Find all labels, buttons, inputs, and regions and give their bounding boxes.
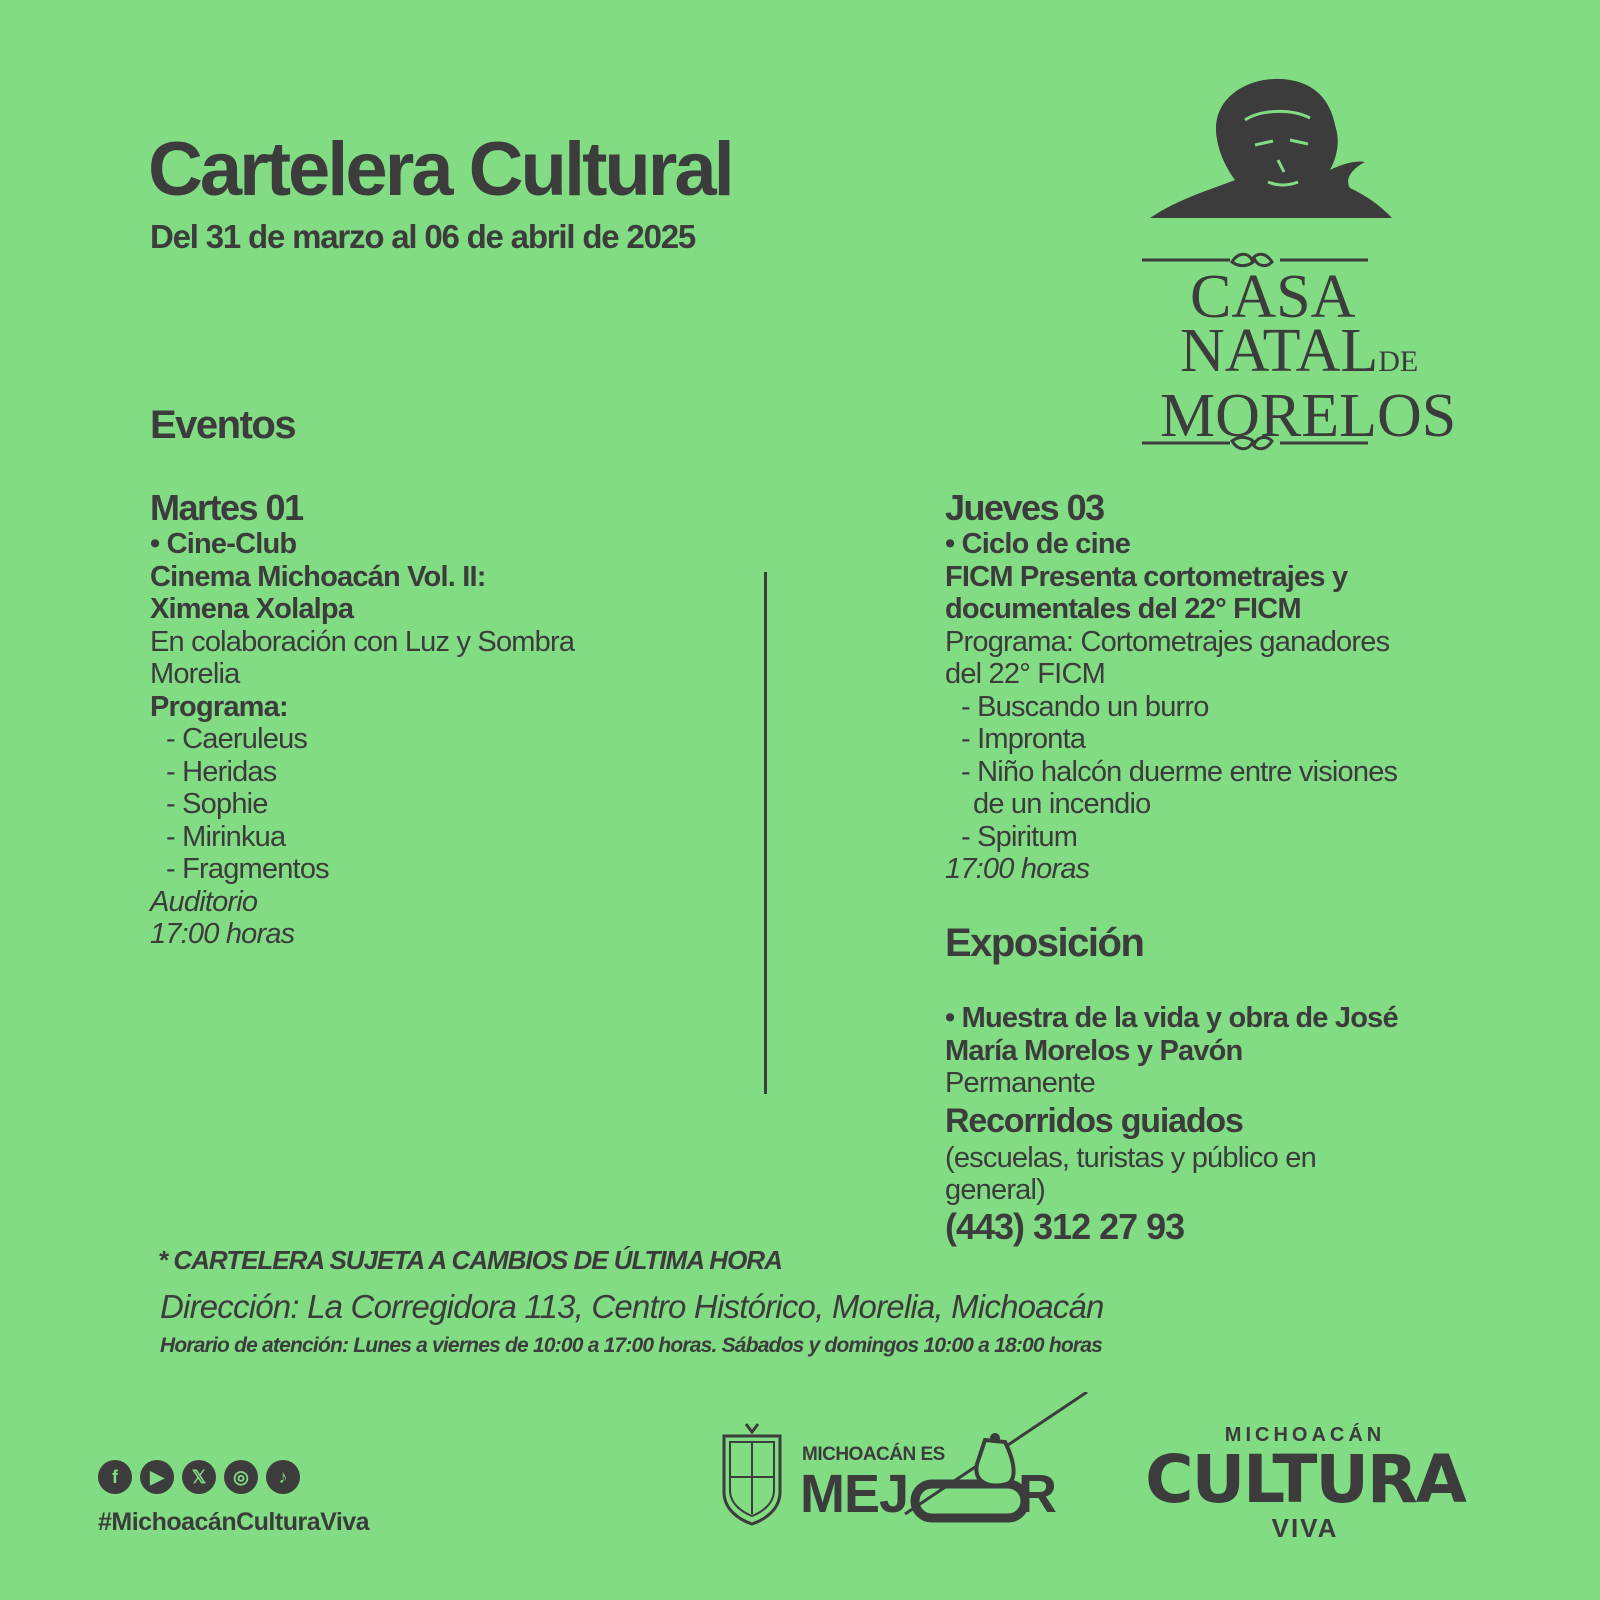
logo-line-casa: CASA xyxy=(1190,263,1356,331)
exhibition-title-line: María Morelos y Pavón xyxy=(945,1034,1243,1067)
gov-logo-small-text: MICHOACÁN ES xyxy=(802,1444,945,1465)
event-title-line: documentales del 22° FICM xyxy=(945,593,1301,625)
program-line: del 22° FICM xyxy=(945,658,1105,690)
event-title-line: FICM Presenta cortometrajes y xyxy=(945,560,1348,593)
morelos-portrait-icon xyxy=(1140,70,1400,230)
logo-line-morelos: MORELOS xyxy=(1160,382,1457,450)
exposicion-heading: Exposición xyxy=(945,921,1144,965)
tours-desc-line: (escuelas, turistas y público en xyxy=(945,1141,1316,1174)
cultura-main-text: CULTURA xyxy=(1145,1441,1465,1518)
program-line: Programa: Cortometrajes ganadores xyxy=(945,625,1390,658)
gov-logo-big-text: MEJ xyxy=(800,1464,909,1524)
event-collab-line: En colaboración con Luz y Sombra xyxy=(150,625,575,658)
tiktok-icon[interactable]: ♪ xyxy=(266,1460,300,1494)
phone-number: (443) 312 27 93 xyxy=(945,1205,1185,1247)
film-item: - Impronta xyxy=(961,723,1086,755)
tours-heading: Recorridos guiados xyxy=(945,1101,1243,1140)
film-item: - Buscando un burro xyxy=(961,690,1209,723)
event-collab-line: Morelia xyxy=(150,658,240,690)
youtube-icon[interactable]: ▶ xyxy=(140,1460,174,1494)
logo-line-natal: NATAL xyxy=(1180,317,1379,385)
logo-line-de: DE xyxy=(1378,345,1419,378)
event-time: 17:00 horas xyxy=(945,853,1090,885)
instagram-icon[interactable]: ◎ xyxy=(224,1460,258,1494)
film-item: - Niño halcón duerme entre visiones xyxy=(961,755,1398,788)
address: Dirección: La Corregidora 113, Centro Histórico, Morelia, Michoacán xyxy=(160,1288,1104,1325)
column-divider xyxy=(764,572,767,1094)
event-day: Jueves 03 xyxy=(945,487,1104,528)
hashtag: #MichoacánCulturaViva xyxy=(98,1508,370,1536)
program-item: - Heridas xyxy=(166,755,277,788)
eventos-heading: Eventos xyxy=(150,403,296,447)
program-item: - Caeruleus xyxy=(166,723,308,755)
cultura-bottom-text: VIVA xyxy=(1271,1513,1339,1543)
program-item: - Fragmentos xyxy=(166,853,329,885)
event-title-line: Cinema Michoacán Vol. II: xyxy=(150,560,486,593)
event-time: 17:00 horas xyxy=(150,918,295,950)
exhibition-status: Permanente xyxy=(945,1067,1095,1099)
program-label: Programa: xyxy=(150,690,288,723)
event-category: • Ciclo de cine xyxy=(945,528,1131,560)
casa-natal-logo xyxy=(1140,70,1457,460)
social-links xyxy=(98,1460,300,1494)
ornament-bottom-icon xyxy=(1140,435,1370,455)
michoacan-es-mejor-logo xyxy=(720,1392,1100,1532)
event-jueves xyxy=(945,488,1397,886)
disclaimer-note: * CARTELERA SUJETA A CAMBIOS DE ÚLTIMA HORA xyxy=(158,1245,782,1275)
x-icon[interactable]: 𝕏 xyxy=(182,1460,216,1494)
cable-car-icon xyxy=(895,1392,1095,1532)
event-martes xyxy=(150,488,574,951)
event-category: • Cine-Club xyxy=(150,528,297,560)
cultura-top-text: MICHOACÁN xyxy=(1224,1424,1386,1446)
state-shield-icon xyxy=(720,1422,784,1526)
film-item: - Spiritum xyxy=(961,820,1078,853)
tours-desc-line: general) xyxy=(945,1174,1045,1206)
event-title-line: Ximena Xolalpa xyxy=(150,593,354,625)
exhibition-block xyxy=(945,1002,1398,1247)
film-item-continuation: de un incendio xyxy=(973,788,1151,820)
exhibition-title-line: • Muestra de la vida y obra de José xyxy=(945,1002,1398,1034)
event-day: Martes 01 xyxy=(150,487,303,528)
program-item: - Sophie xyxy=(166,788,268,820)
facebook-icon[interactable]: f xyxy=(98,1460,132,1494)
gov-logo-big-text-end: R xyxy=(1018,1464,1057,1524)
opening-hours: Horario de atención: Lunes a viernes de 10:00 a 17:00 horas. Sábados y domingos 10:00 a 18:00 horas xyxy=(160,1334,1103,1357)
program-item: - Mirinkua xyxy=(166,820,286,853)
event-venue: Auditorio xyxy=(150,885,258,918)
cultura-viva-logo xyxy=(1140,1424,1470,1554)
page-title: Cartelera Cultural xyxy=(148,127,732,212)
date-range: Del 31 de marzo al 06 de abril de 2025 xyxy=(150,218,696,255)
